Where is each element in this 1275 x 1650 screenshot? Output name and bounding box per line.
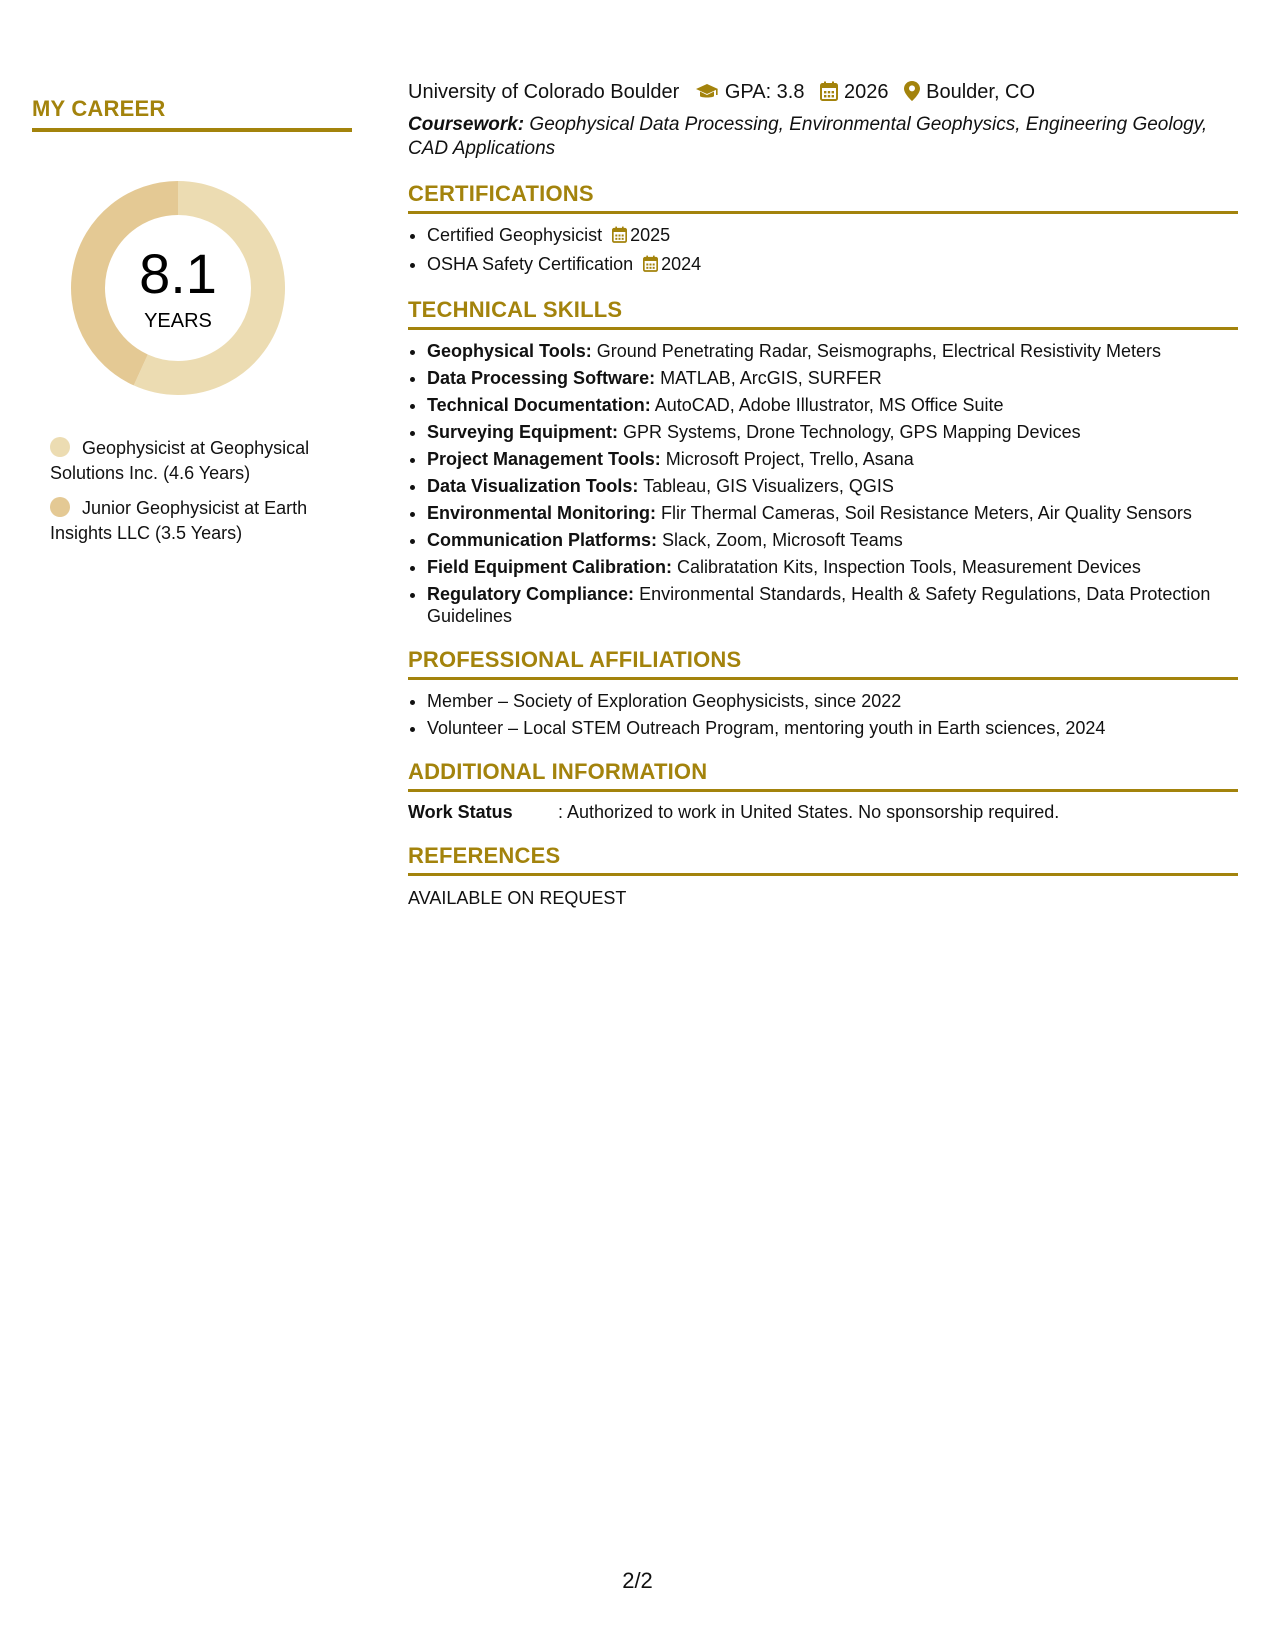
list-item [427, 224, 1238, 248]
list-item [427, 583, 1238, 627]
skills-section [408, 297, 1238, 627]
total-years-unit: YEARS [144, 310, 212, 332]
skill-value: Microsoft Project, Trello, Asana [665, 449, 914, 469]
location: Boulder, CO [926, 81, 1036, 103]
additional-title: ADDITIONAL INFORMATION [408, 759, 1238, 792]
career-donut-chart [66, 176, 290, 400]
skill-label: Data Visualization Tools: [427, 476, 639, 496]
calendar-icon [820, 81, 838, 109]
list-item [427, 448, 1238, 470]
skill-label: Data Processing Software: [427, 368, 656, 388]
list-item [427, 253, 1238, 277]
certification-year: 2025 [630, 225, 671, 245]
work-status [408, 802, 1238, 823]
list-item [427, 475, 1238, 497]
skills-title: TECHNICAL SKILLS [408, 297, 1238, 330]
calendar-icon [612, 226, 627, 248]
career-sidebar [32, 96, 352, 543]
work-status-label: Work Status [408, 802, 513, 822]
certification-year: 2024 [661, 254, 702, 274]
calendar-icon [643, 255, 658, 277]
legend-item [50, 496, 350, 546]
affiliations-title: PROFESSIONAL AFFILIATIONS [408, 647, 1238, 680]
skill-label: Environmental Monitoring: [427, 503, 656, 523]
career-legend [50, 436, 350, 556]
graduation-year: 2026 [844, 81, 889, 103]
skill-value: Slack, Zoom, Microsoft Teams [662, 530, 903, 550]
career-title: MY CAREER [32, 96, 352, 132]
skill-value: Ground Penetrating Radar, Seismographs, Electrical Resistivity Meters [596, 341, 1161, 361]
list-item: • Member – Society of Exploration Geophysicists, since 2022 [427, 690, 1238, 712]
additional-section [408, 759, 1238, 823]
references-text: AVAILABLE ON REQUEST [408, 888, 627, 908]
skill-label: Surveying Equipment: [427, 422, 619, 442]
certifications-section [408, 181, 1238, 277]
legend-dot-1 [50, 437, 70, 457]
skill-label: Project Management Tools: [427, 449, 661, 469]
list-item [427, 529, 1238, 551]
skill-label: Technical Documentation: [427, 395, 651, 415]
skill-value: MATLAB, ArcGIS, SURFER [660, 368, 882, 388]
education-line [408, 78, 1238, 109]
main-content [408, 78, 1238, 909]
affiliations-section [408, 647, 1238, 739]
certification-name: Certified Geophysicist [427, 225, 603, 245]
skill-value: Calibratation Kits, Inspection Tools, Measurement Devices [677, 557, 1141, 577]
legend-label: Geophysicist at Geophysical Solutions Inc. (4.6 Years) [50, 438, 310, 483]
page-number: 2/2 [622, 1568, 653, 1593]
references-title: REFERENCES [408, 843, 1238, 876]
total-years-value: 8.1 [139, 242, 217, 305]
gpa: GPA: 3.8 [724, 81, 805, 103]
skill-label: Communication Platforms: [427, 530, 658, 550]
skill-value: Flir Thermal Cameras, Soil Resistance Meters, Air Quality Sensors [661, 503, 1192, 523]
list-item [427, 340, 1238, 362]
list-item: • Volunteer – Local STEM Outreach Program, mentoring youth in Earth sciences, 2024 [427, 717, 1238, 739]
legend-dot-2 [50, 497, 70, 517]
skill-label: Regulatory Compliance: [427, 584, 635, 604]
skill-value: AutoCAD, Adobe Illustrator, MS Office Suite [654, 395, 1004, 415]
list-item [427, 367, 1238, 389]
list-item [427, 421, 1238, 443]
certifications-list [408, 224, 1238, 277]
legend-item [50, 436, 350, 486]
certification-name: OSHA Safety Certification [427, 254, 634, 274]
coursework-label: Coursework: [408, 114, 525, 135]
affiliations-list [408, 690, 1238, 739]
coursework [408, 113, 1238, 161]
legend-label: Junior Geophysicist at Earth Insights LLC (3.5 Years) [50, 498, 308, 543]
list-item [427, 556, 1238, 578]
skill-value: Environmental Standards, Health & Safety Regulations, Data Protection Guidelines [427, 584, 1211, 626]
list-item [427, 502, 1238, 524]
map-pin-icon [904, 81, 920, 109]
certifications-title: CERTIFICATIONS [408, 181, 1238, 214]
list-item [427, 394, 1238, 416]
work-status-value: : Authorized to work in United States. No sponsorship required. [558, 802, 1060, 822]
skill-value: GPR Systems, Drone Technology, GPS Mapping Devices [623, 422, 1081, 442]
graduation-cap-icon [695, 81, 719, 109]
school-name: University of Colorado Boulder [408, 81, 680, 103]
coursework-value: Geophysical Data Processing, Environmental Geophysics, Engineering Geology, CAD Applications [408, 114, 1208, 159]
skill-label: Geophysical Tools: [427, 341, 592, 361]
references-section [408, 843, 1238, 909]
skill-label: Field Equipment Calibration: [427, 557, 673, 577]
skill-value: Tableau, GIS Visualizers, QGIS [643, 476, 894, 496]
skills-list [408, 340, 1238, 627]
